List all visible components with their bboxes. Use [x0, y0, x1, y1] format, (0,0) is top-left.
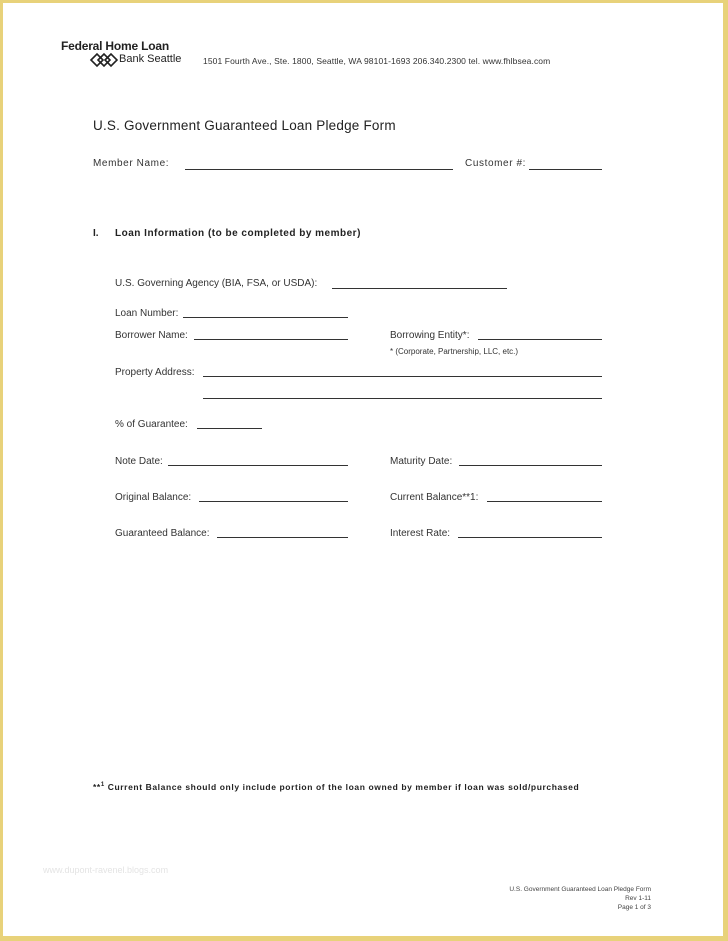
borrower-name-label: Borrower Name: [115, 330, 188, 341]
org-name-line1: Federal Home Loan [61, 39, 169, 53]
interest-rate-field[interactable] [458, 537, 602, 538]
guaranteed-balance-field[interactable] [217, 537, 348, 538]
org-name-line2: Bank Seattle [119, 53, 182, 65]
member-name-label: Member Name: [93, 158, 170, 169]
customer-number-field[interactable] [529, 169, 602, 170]
note-date-label: Note Date: [115, 456, 163, 467]
footer-page-number: Page 1 of 3 [617, 904, 651, 911]
form-title: U.S. Government Guaranteed Loan Pledge Form [93, 118, 396, 133]
governing-agency-label: U.S. Governing Agency (BIA, FSA, or USDA): [115, 278, 318, 289]
section-title: Loan Information (to be completed by member) [115, 228, 361, 239]
loan-number-field[interactable] [183, 317, 348, 318]
document-page [3, 3, 723, 936]
original-balance-field[interactable] [199, 501, 348, 502]
original-balance-label: Original Balance: [115, 492, 192, 503]
maturity-date-label: Maturity Date: [390, 456, 453, 467]
guarantee-label: % of Guarantee: [115, 419, 188, 430]
watermark: www.dupont-ravenel.blogs.com [43, 865, 169, 875]
footer-revision: Rev 1-11 [625, 895, 651, 902]
current-balance-footnote [93, 782, 579, 792]
customer-number-label: Customer #: [465, 158, 527, 169]
footnote-marker: ** [93, 782, 101, 792]
borrower-name-field[interactable] [194, 339, 348, 340]
member-name-field[interactable] [185, 169, 453, 170]
interest-rate-label: Interest Rate: [390, 528, 451, 539]
property-address-field-line1[interactable] [203, 376, 602, 377]
guarantee-field[interactable] [197, 428, 262, 429]
loan-number-label: Loan Number: [115, 308, 179, 319]
governing-agency-field[interactable] [332, 288, 507, 289]
property-address-field-line2[interactable] [203, 398, 602, 399]
borrowing-entity-note: * (Corporate, Partnership, LLC, etc.) [390, 347, 519, 356]
note-date-field[interactable] [168, 465, 348, 466]
footnote-text: Current Balance should only include portion of the loan owned by member if loan was sold/purchased [104, 782, 580, 792]
footnote-sup: 1 [100, 782, 105, 789]
footer-form-name: U.S. Government Guaranteed Loan Pledge Form [509, 886, 651, 893]
guaranteed-balance-label: Guaranteed Balance: [115, 528, 210, 539]
borrowing-entity-label: Borrowing Entity*: [390, 330, 470, 341]
property-address-label: Property Address: [115, 367, 195, 378]
current-balance-field[interactable] [487, 501, 602, 502]
current-balance-label: Current Balance**1: [390, 492, 479, 503]
section-number: I. [93, 228, 99, 239]
maturity-date-field[interactable] [459, 465, 602, 466]
borrowing-entity-field[interactable] [478, 339, 602, 340]
fhlb-logo-icon [89, 52, 119, 73]
header-address: 1501 Fourth Ave., Ste. 1800, Seattle, WA 98101-1693 206.340.2300 tel. www.fhlbsea.com [203, 56, 551, 66]
